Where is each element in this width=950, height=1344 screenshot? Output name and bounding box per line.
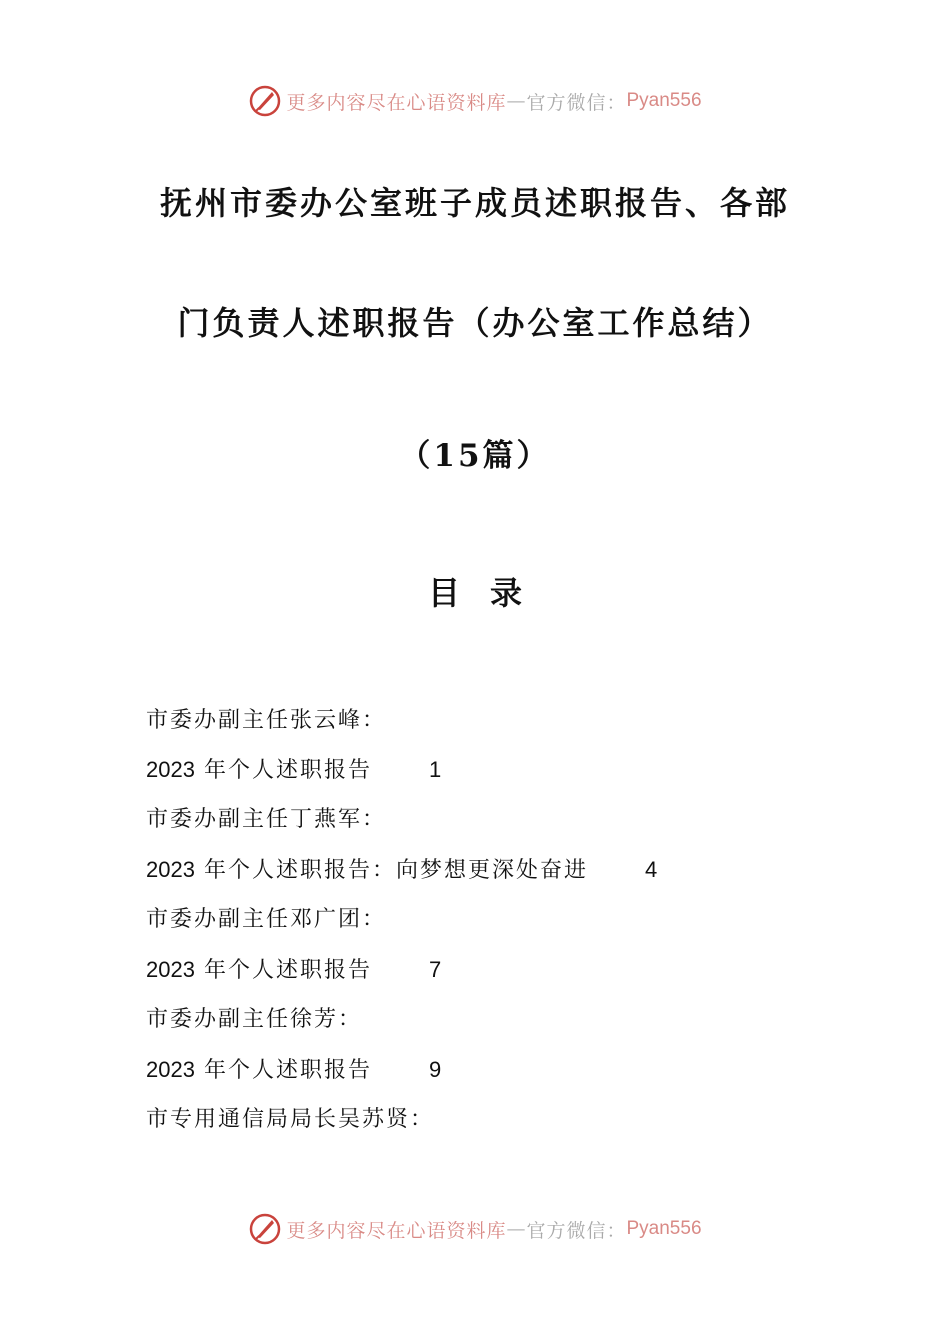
toc-entry[interactable] <box>146 1100 846 1150</box>
quill-pen-logo-icon <box>248 1212 282 1246</box>
toc-entry[interactable]: 市委办副主任张云峰： <box>146 708 387 733</box>
watermark-separator: — <box>506 1218 527 1240</box>
toc-entry[interactable] <box>146 1050 846 1100</box>
quill-pen-logo-icon <box>248 84 282 118</box>
toc-entry[interactable] <box>146 750 846 800</box>
document-title-count: （15篇） <box>399 438 551 474</box>
toc-list <box>146 700 846 1150</box>
document-title-line-1: 抚州市委办公室班子成员述职报告、各部 <box>159 184 790 222</box>
toc-entry-text: 年个人述职报告 <box>203 1058 372 1083</box>
toc-entry-text: 年个人述职报告：向梦想更深处奋进 <box>203 858 588 883</box>
toc-entry-text: 市委办副主任邓广团： <box>146 907 387 932</box>
toc-page-number: 4 <box>644 857 658 882</box>
document-title-line-2: 门负责人述职报告（办公室工作总结） <box>177 304 773 342</box>
toc-page-number: 7 <box>428 957 442 982</box>
toc-entry[interactable] <box>146 950 846 1000</box>
toc-entry[interactable] <box>146 800 846 850</box>
watermark-contact: 官方微信： <box>526 1219 627 1242</box>
toc-entry-text: 年个人述职报告 <box>203 758 372 783</box>
toc-entry-text: 市委办副主任丁燕军： <box>146 807 387 832</box>
watermark-text: 更多内容尽在心语资料库 <box>286 91 507 114</box>
watermark-header <box>0 84 950 118</box>
toc-entry-text: 年个人述职报告 <box>203 958 372 983</box>
watermark-separator: — <box>506 90 527 112</box>
toc-entry[interactable] <box>146 850 846 900</box>
toc-entry-year: 2023 <box>146 857 195 882</box>
toc-entry-text: 市专用通信局局长吴苏贤： <box>146 1107 435 1132</box>
toc-heading: 目录 <box>427 574 552 612</box>
watermark-contact: 官方微信： <box>526 91 627 114</box>
toc-entry-year: 2023 <box>146 1057 195 1082</box>
watermark-footer <box>0 1212 950 1246</box>
toc-entry[interactable] <box>146 1000 846 1050</box>
watermark-id: Pyan556 <box>626 90 702 111</box>
toc-entry-year: 2023 <box>146 957 195 982</box>
toc-entry-year: 2023 <box>146 757 195 782</box>
toc-entry-text: 市委办副主任徐芳： <box>146 1007 363 1032</box>
toc-page-number: 1 <box>428 757 442 782</box>
toc-entry[interactable] <box>146 900 846 950</box>
watermark-id: Pyan556 <box>626 1218 702 1239</box>
watermark-text: 更多内容尽在心语资料库 <box>286 1219 507 1242</box>
toc-page-number: 9 <box>428 1057 442 1082</box>
